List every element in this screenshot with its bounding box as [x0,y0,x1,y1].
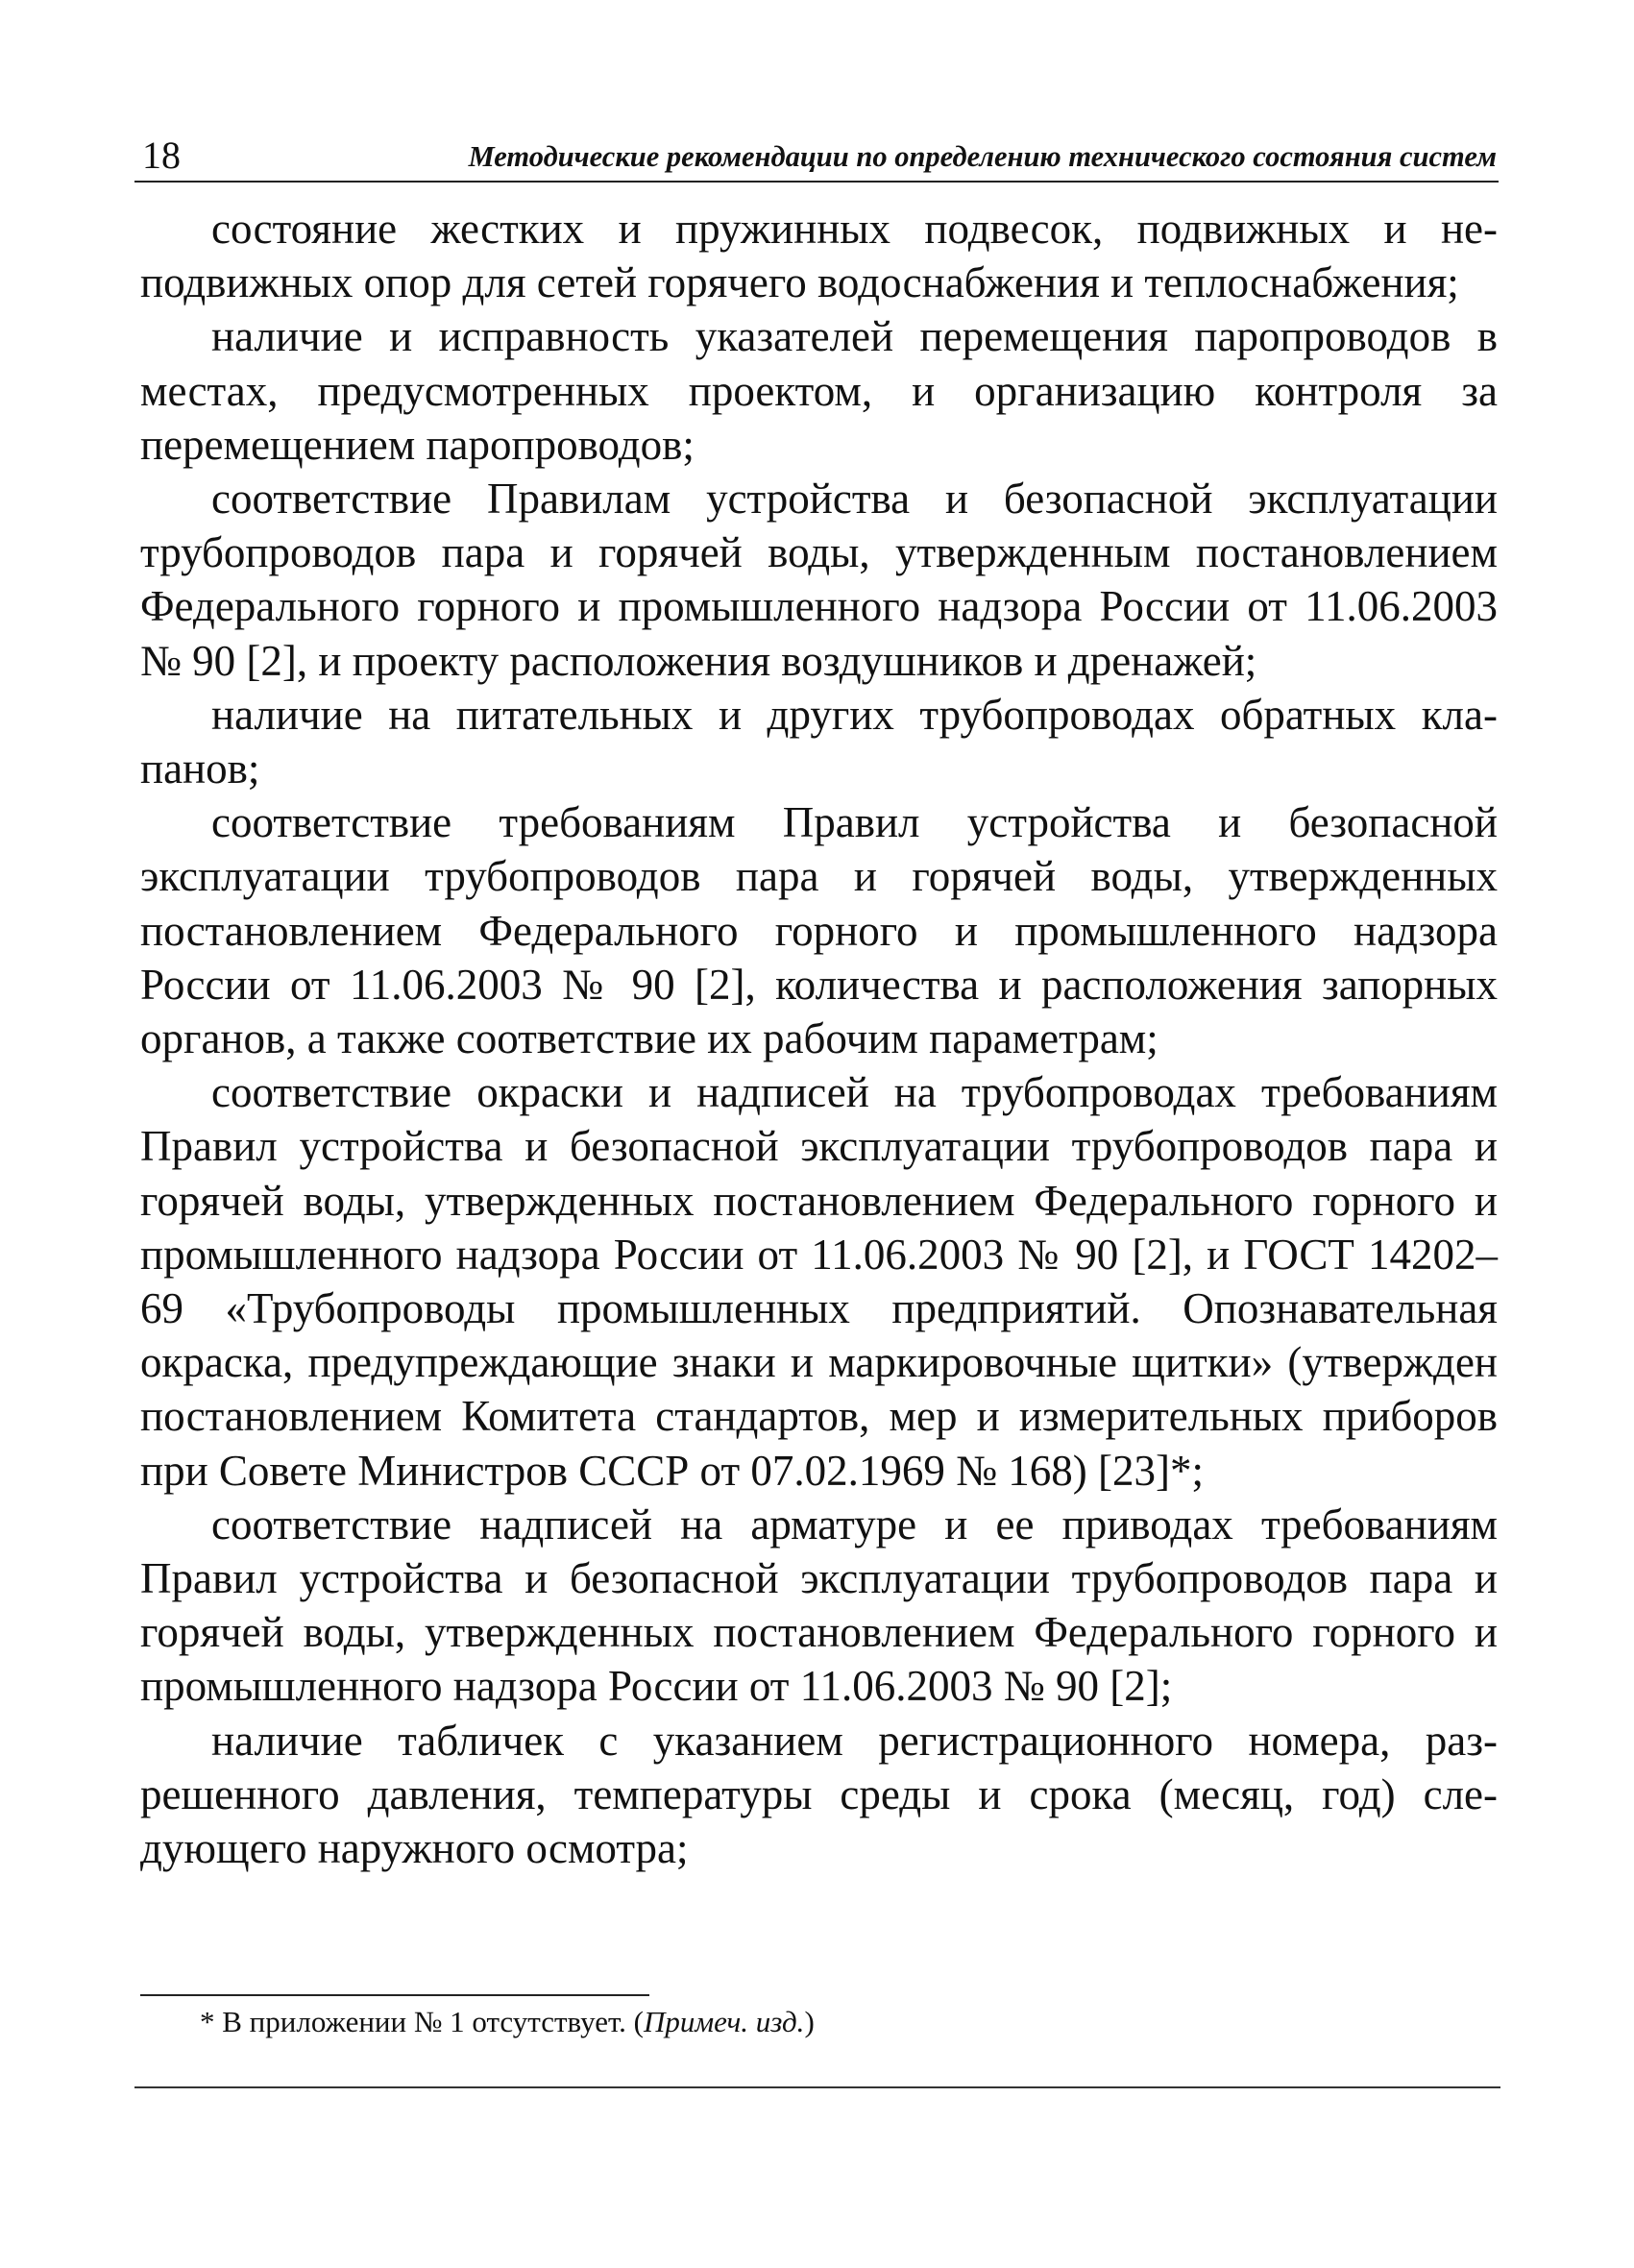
footnote-text: * В приложении № 1 отсутствует. ( [200,2005,644,2038]
running-title: Методические рекомендации по определению технического состояния систем [468,140,1497,173]
paragraph: соответствие окраски и надписей на трубопроводах требованиям Правил устройства и безопасной эксплуатации трубопроводов пара и горячей воды, утвержденных постановлением Федерального горного и промышленного надзора России от 11.06.2003 № 90 [2], и ГОСТ 14202–69 «Трубопроводы промышленных предприятий. Опознавательная окраска, предупреждающие знаки и маркировочные щитки» (утвержден постановлением Комитета стандартов, мер и измерительных приборов при Совете Министров СССР от 07.02.1969 № 168) [23]*; [140,1068,1498,1495]
footnote-divider [140,1994,649,1996]
paragraph: соответствие надписей на арматуре и ее приводах требованиям Правил устройства и безопасной эксплуатации трубопроводов пара и горячей воды, утвержденных постановлением Федерального горного и промышленного надзора России от 11.06.2003 № 90 [2]; [140,1500,1498,1711]
footnote-close: ) [804,2005,815,2038]
paragraph: наличие табличек с указанием регистрационного номера, разрешенного давления, температуры среды и срока (месяц, год) следующего наружного осмотра; [140,1716,1498,1873]
running-header [134,131,1499,183]
paragraph: соответствие Правилам устройства и безопасной эксплуатации трубопроводов пара и горячей воды, утвержденным постановлением Федерального горного и промышленного надзора России от 11.06.2003 № 90 [2], и проекту расположения воздушников и дренажей; [140,475,1498,685]
footnote-editor-note: Примеч. изд. [644,2005,805,2038]
paragraph: состояние жестких и пружинных подвесок, подвижных и неподвижных опор для сетей горячего водоснабжения и теплоснабжения; [140,205,1498,307]
paragraph: наличие и исправность указателей перемещения паропроводов в местах, предусмотренных проектом, и организацию контроля за перемещением паропроводов; [140,312,1498,469]
body-text [140,202,1498,1875]
page-bottom-rule [134,2086,1500,2088]
footnote [200,2002,815,2042]
paragraph: соответствие требованиям Правил устройства и безопасной эксплуатации трубопроводов пара и горячей воды, утвержденных постановлением Федерального горного и промышленного надзора России от 11.06.2003 № 90 [2], количества и расположения запорных органов, а также соответствие их рабочим параметрам; [140,798,1498,1063]
page-number: 18 [142,134,181,177]
paragraph: наличие на питательных и других трубопроводах обратных клапанов; [140,690,1498,793]
